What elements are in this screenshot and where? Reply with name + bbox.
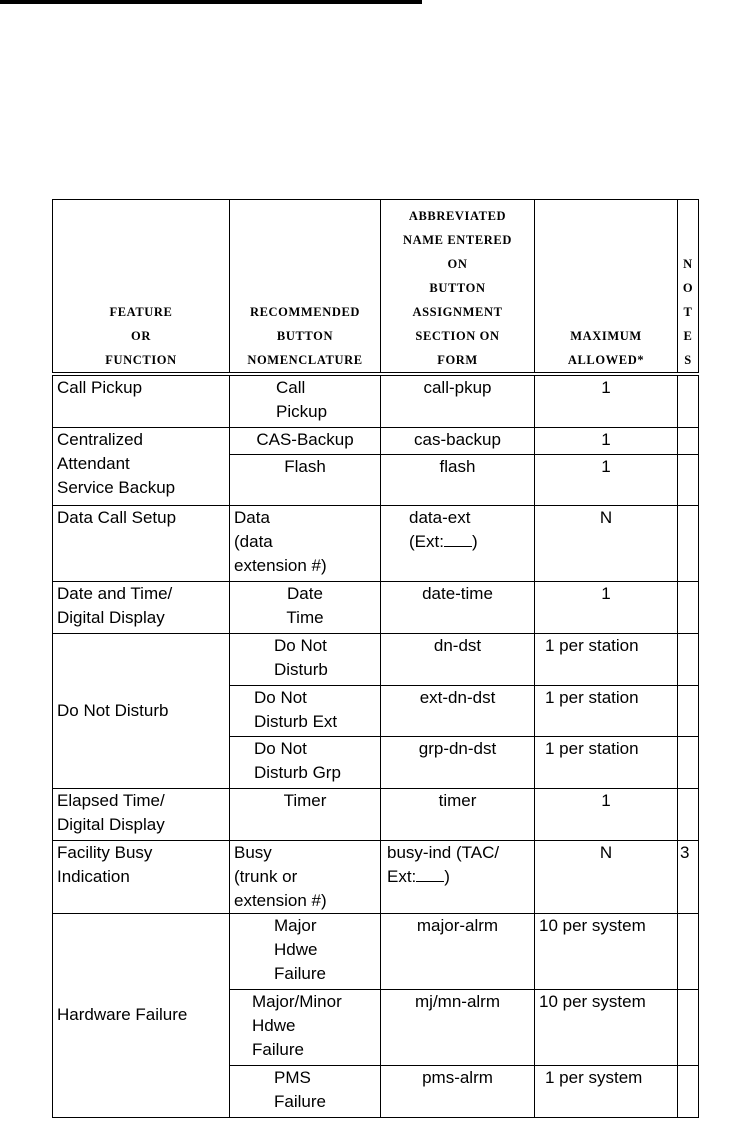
table-row: [53, 374, 699, 427]
button-cell: Do Not Disturb: [230, 633, 381, 685]
button-cell: Do Not Disturb Grp: [230, 736, 381, 788]
abbrev-cell: grp-dn-dst: [381, 736, 535, 788]
max-cell: 1 per station: [535, 633, 678, 685]
notes-cell: [678, 374, 699, 427]
header-maximum-allowed: MAXIMUM ALLOWED*: [535, 200, 678, 375]
abbrev-cell: date-time: [381, 581, 535, 633]
notes-cell: [678, 685, 699, 736]
abbrev-cell: major-alrm: [381, 913, 535, 989]
max-cell: 1: [535, 788, 678, 840]
header-notes: N O T E S: [678, 200, 699, 375]
button-cell: Call Pickup: [230, 374, 381, 427]
abbrev-cell: timer: [381, 788, 535, 840]
abbrev-cell: dn-dst: [381, 633, 535, 685]
max-cell: 1 per system: [535, 1065, 678, 1117]
header-row: [53, 200, 699, 375]
button-cell: Busy (trunk or extension #): [230, 840, 381, 913]
max-cell: 1: [535, 454, 678, 505]
table-row: [53, 913, 699, 989]
notes-cell: [678, 427, 699, 454]
abbrev-cell: flash: [381, 454, 535, 505]
abbrev-cell: ext-dn-dst: [381, 685, 535, 736]
abbrev-cell: pms-alrm: [381, 1065, 535, 1117]
button-cell: Data (data extension #): [230, 505, 381, 581]
max-cell: 1 per station: [535, 685, 678, 736]
header-feature: FEATURE OR FUNCTION: [53, 200, 230, 375]
table-row: [53, 427, 699, 454]
max-cell: N: [535, 505, 678, 581]
feature-cell: Do Not Disturb: [53, 633, 230, 788]
notes-cell: 3: [678, 840, 699, 913]
notes-cell: [678, 581, 699, 633]
button-cell: Flash: [230, 454, 381, 505]
feature-cell: Call Pickup: [53, 374, 230, 427]
notes-cell: [678, 989, 699, 1065]
feature-cell: Hardware Failure: [53, 913, 230, 1117]
blank-line: [416, 865, 444, 882]
button-cell: Do Not Disturb Ext: [230, 685, 381, 736]
button-cell: PMS Failure: [230, 1065, 381, 1117]
header-nomenclature: RECOMMENDED BUTTON NOMENCLATURE: [230, 200, 381, 375]
abbrev-cell: cas-backup: [381, 427, 535, 454]
feature-cell: Elapsed Time/ Digital Display: [53, 788, 230, 840]
notes-cell: [678, 505, 699, 581]
max-cell: 10 per system: [535, 989, 678, 1065]
feature-cell: Date and Time/ Digital Display: [53, 581, 230, 633]
blank-line: [444, 530, 472, 547]
table-row: [53, 581, 699, 633]
button-cell: Date Time: [230, 581, 381, 633]
button-cell: CAS-Backup: [230, 427, 381, 454]
top-rule: [0, 0, 422, 4]
feature-button-table: [52, 199, 699, 1118]
max-cell: 1: [535, 374, 678, 427]
button-cell: Major Hdwe Failure: [230, 913, 381, 989]
table-row: [53, 840, 699, 913]
header-abbreviated-name: ABBREVIATED NAME ENTERED ON BUTTON ASSIGNMENT SECTION ON FORM: [381, 200, 535, 375]
table-row: [53, 788, 699, 840]
feature-cell: Data Call Setup: [53, 505, 230, 581]
notes-cell: [678, 1065, 699, 1117]
notes-cell: [678, 736, 699, 788]
abbrev-cell: call-pkup: [381, 374, 535, 427]
max-cell: N: [535, 840, 678, 913]
abbrev-cell: data-ext (Ext: ): [381, 505, 535, 581]
notes-cell: [678, 913, 699, 989]
button-cell: Major/Minor Hdwe Failure: [230, 989, 381, 1065]
notes-cell: [678, 454, 699, 505]
notes-cell: [678, 788, 699, 840]
notes-cell: [678, 633, 699, 685]
max-cell: 1: [535, 427, 678, 454]
abbrev-cell: busy-ind (TAC/ Ext: ): [381, 840, 535, 913]
table-row: [53, 633, 699, 685]
max-cell: 10 per system: [535, 913, 678, 989]
feature-cell: Centralized Attendant Service Backup: [53, 427, 230, 505]
max-cell: 1: [535, 581, 678, 633]
table-row: [53, 505, 699, 581]
feature-cell: Facility Busy Indication: [53, 840, 230, 913]
button-cell: Timer: [230, 788, 381, 840]
abbrev-cell: mj/mn-alrm: [381, 989, 535, 1065]
max-cell: 1 per station: [535, 736, 678, 788]
